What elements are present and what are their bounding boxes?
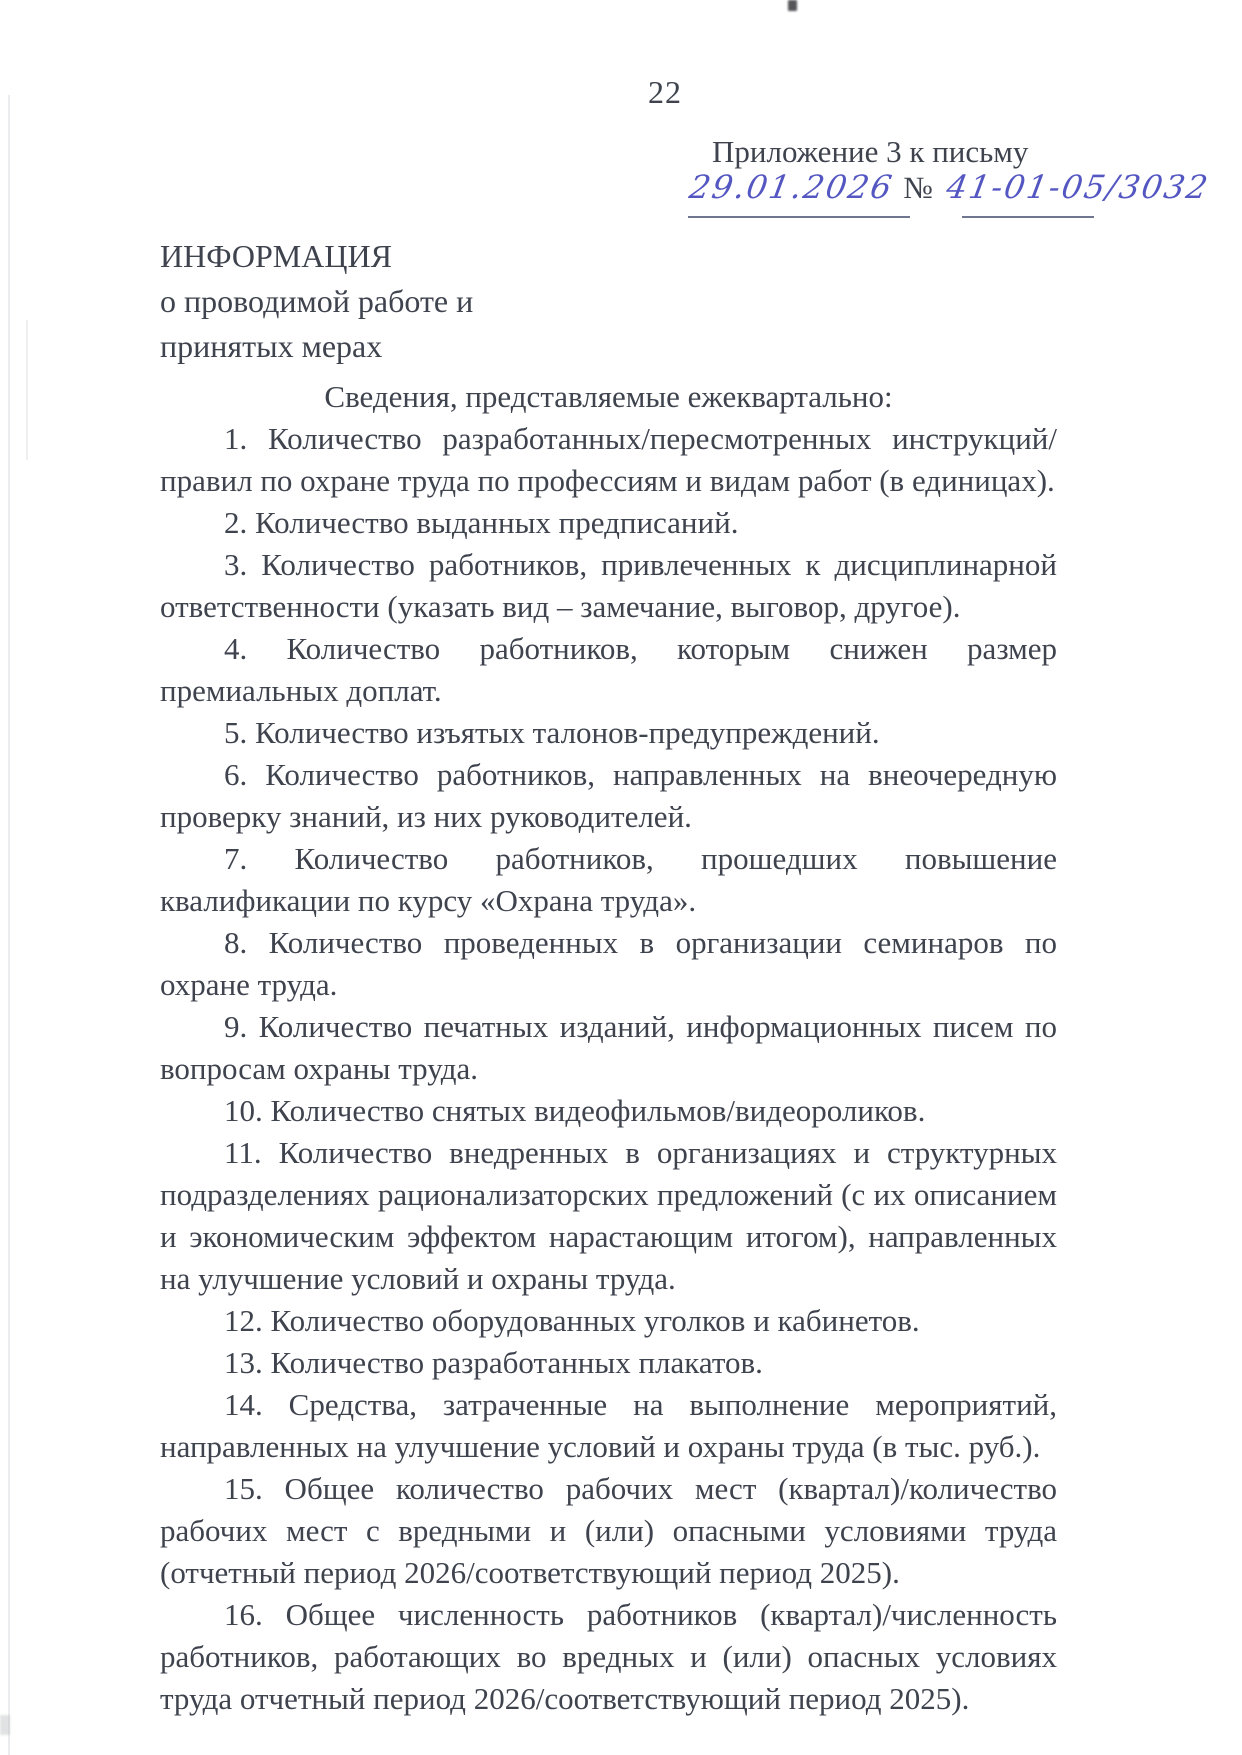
number-sign: № <box>903 170 933 205</box>
list-item: 2. Количество выданных предписаний. <box>224 505 739 540</box>
list-item: 14. Средства, затраченные на выполнение мероприятий, направленных на улучшение условий и охраны труда (в тыс. руб.). <box>160 1387 1057 1464</box>
document-title-line1: ИНФОРМАЦИЯ <box>160 238 392 274</box>
document-title <box>160 234 473 369</box>
list-item: 9. Количество печатных изданий, информационных писем по вопросам охраны труда. <box>160 1009 1057 1086</box>
document-title-line3: принятых мерах <box>160 328 383 364</box>
list-item: 1. Количество разработанных/пересмотренных инструкций/правил по охране труда по профессиям и видам работ (в единицах). <box>160 421 1057 498</box>
appendix-heading: Приложение 3 к письму <box>712 134 1029 169</box>
list-item: 6. Количество работников, направленных на внеочередную проверку знаний, из них руководителей. <box>160 757 1057 834</box>
scan-smudge-top <box>788 0 797 11</box>
section-heading: Сведения, представляемые ежеквартально: <box>324 379 893 414</box>
handwritten-date: 29.01.2026 <box>686 168 897 206</box>
list-item: 13. Количество разработанных плакатов. <box>224 1345 763 1380</box>
list-item: 5. Количество изъятых талонов-предупреждений. <box>224 715 880 750</box>
list-item: 8. Количество проведенных в организации семинаров по охране труда. <box>160 925 1057 1002</box>
scan-edge-line-faint <box>26 320 28 460</box>
scan-edge-line <box>8 95 10 1755</box>
list-item: 10. Количество снятых видеофильмов/видеороликов. <box>224 1093 926 1128</box>
document-title-line2: о проводимой работе и <box>160 283 474 319</box>
list-item: 11. Количество внедренных в организациях и структурных подразделениях рационализаторских предложений (с их описанием и экономическим эффектом нарастающим итогом), направленных на улучшение условий и охраны труда. <box>160 1135 1057 1296</box>
reference-line <box>686 168 1213 206</box>
list-item: 7. Количество работников, прошедших повышение квалификации по курсу «Охрана труда». <box>160 841 1057 918</box>
handwritten-number: 41-01-05/3032 <box>943 168 1213 206</box>
scan-edge-blob <box>0 1715 10 1735</box>
list-item: 4. Количество работников, которым снижен размер премиальных доплат. <box>160 631 1057 708</box>
items-list <box>160 418 1057 1720</box>
page-number: 22 <box>648 74 682 110</box>
list-item: 3. Количество работников, привлеченных к дисциплинарной ответственности (указать вид – замечание, выговор, другое). <box>160 547 1057 624</box>
reference-underline-number <box>962 216 1094 218</box>
document-body <box>160 376 1057 1720</box>
list-item: 16. Общее численность работников (квартал)/численность работников, работающих во вредных и (или) опасных условиях труда отчетный период 2026/соответствующий период 2025). <box>160 1597 1057 1716</box>
list-item: 15. Общее количество рабочих мест (квартал)/количество рабочих мест с вредными и (или) опасными условиями труда (отчетный период 2026/соответствующий период 2025). <box>160 1471 1057 1590</box>
reference-underline-date <box>688 216 910 218</box>
list-item: 12. Количество оборудованных уголков и кабинетов. <box>224 1303 920 1338</box>
